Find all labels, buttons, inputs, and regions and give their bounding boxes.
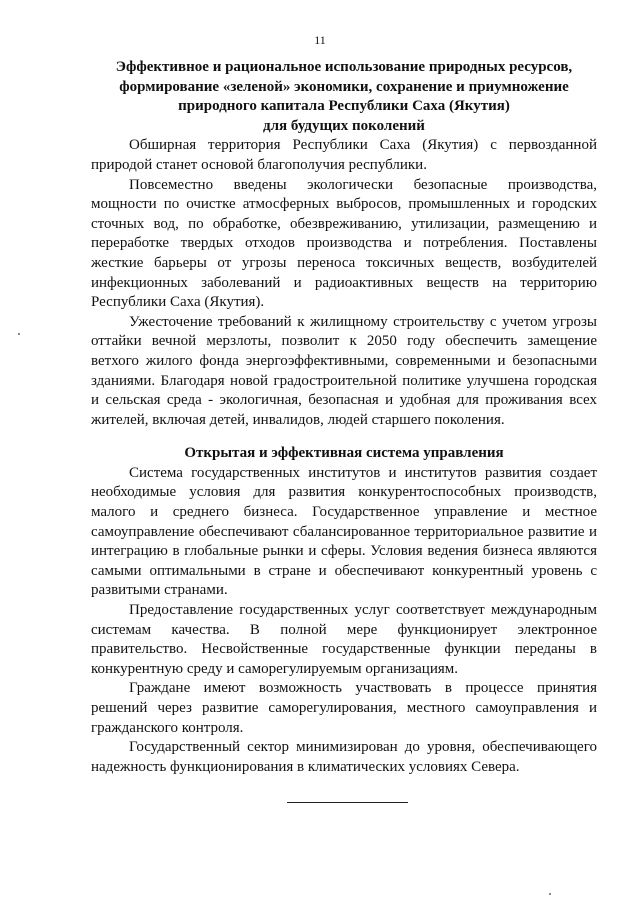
section1-title-line: природного капитала Республики Саха (Якутия) bbox=[178, 98, 510, 115]
section1-title-line: Эффективное и рациональное использование природных ресурсов, bbox=[115, 59, 573, 75]
section1-title-line: формирование «зеленой» экономики, сохранение и приумножение bbox=[119, 78, 569, 95]
end-divider-line bbox=[287, 802, 408, 803]
scan-speck bbox=[18, 333, 20, 335]
section1-paragraph: Ужесточение требований к жилищному строительству с учетом угрозы оттайки вечной мерзлоты, позволит к 2050 году обеспечить замещение ветхого жилого фонда энергоэффективными, современными и безопасными зданиями. Благодаря новой градостроительной политике улучшена городская и сельская среда - экологичная, безопасная и удобная для проживания всех жителей, включая детей, инвалидов, людей старшего поколения. bbox=[91, 313, 597, 428]
section2-paragraph: Государственный сектор минимизирован до уровня, обеспечивающего надежность функционирования в климатических условиях Севера. bbox=[91, 739, 597, 775]
section1-paragraph: Обширная территория Республики Саха (Якутия) с первозданной природой станет основой благополучия республики. bbox=[91, 137, 597, 173]
section2-title: Открытая и эффективная система управления bbox=[184, 445, 504, 462]
section2-paragraph: Предоставление государственных услуг соответствует международным системам качества. В полной мере функционирует электронное правительство. Несвойственные государственные функции переданы в конкурентную среду и саморегулируемым организациям. bbox=[91, 602, 597, 677]
section1-paragraph: Повсеместно введены экологически безопасные производства, мощности по очистке атмосферных выбросов, промышленных и городских сточных вод, по обработке, обезвреживанию, утилизации, размещению и переработке твердых отходов производства и потребления. Поставлены жесткие барьеры от угрозы переноса токсичных веществ, возбудителей инфекционных заболеваний и радиоактивных веществ на территорию Республики Саха (Якутия). bbox=[91, 176, 597, 311]
section2-paragraph: Граждане имеют возможность участвовать в процессе принятия решений через развитие саморегулирования, местного самоуправления и гражданского контроля. bbox=[91, 680, 597, 736]
page-number: 11 bbox=[314, 33, 326, 47]
section2-paragraph: Система государственных институтов и институтов развития создает необходимые условия для развития конкурентоспособных производств, малого и среднего бизнеса. Государственное управление и местное самоуправление обеспечивают сбалансированное территориальное развитие и интеграцию в глобальные рынки и сферы. Условия ведения бизнеса являются самыми оптимальными в стране и обеспечивают конкурентный уровень с развитыми странами. bbox=[91, 464, 597, 599]
scan-speck bbox=[549, 893, 551, 895]
section1-title bbox=[91, 58, 597, 136]
section1-title-line: для будущих поколений bbox=[263, 117, 425, 134]
document-body bbox=[91, 58, 597, 777]
